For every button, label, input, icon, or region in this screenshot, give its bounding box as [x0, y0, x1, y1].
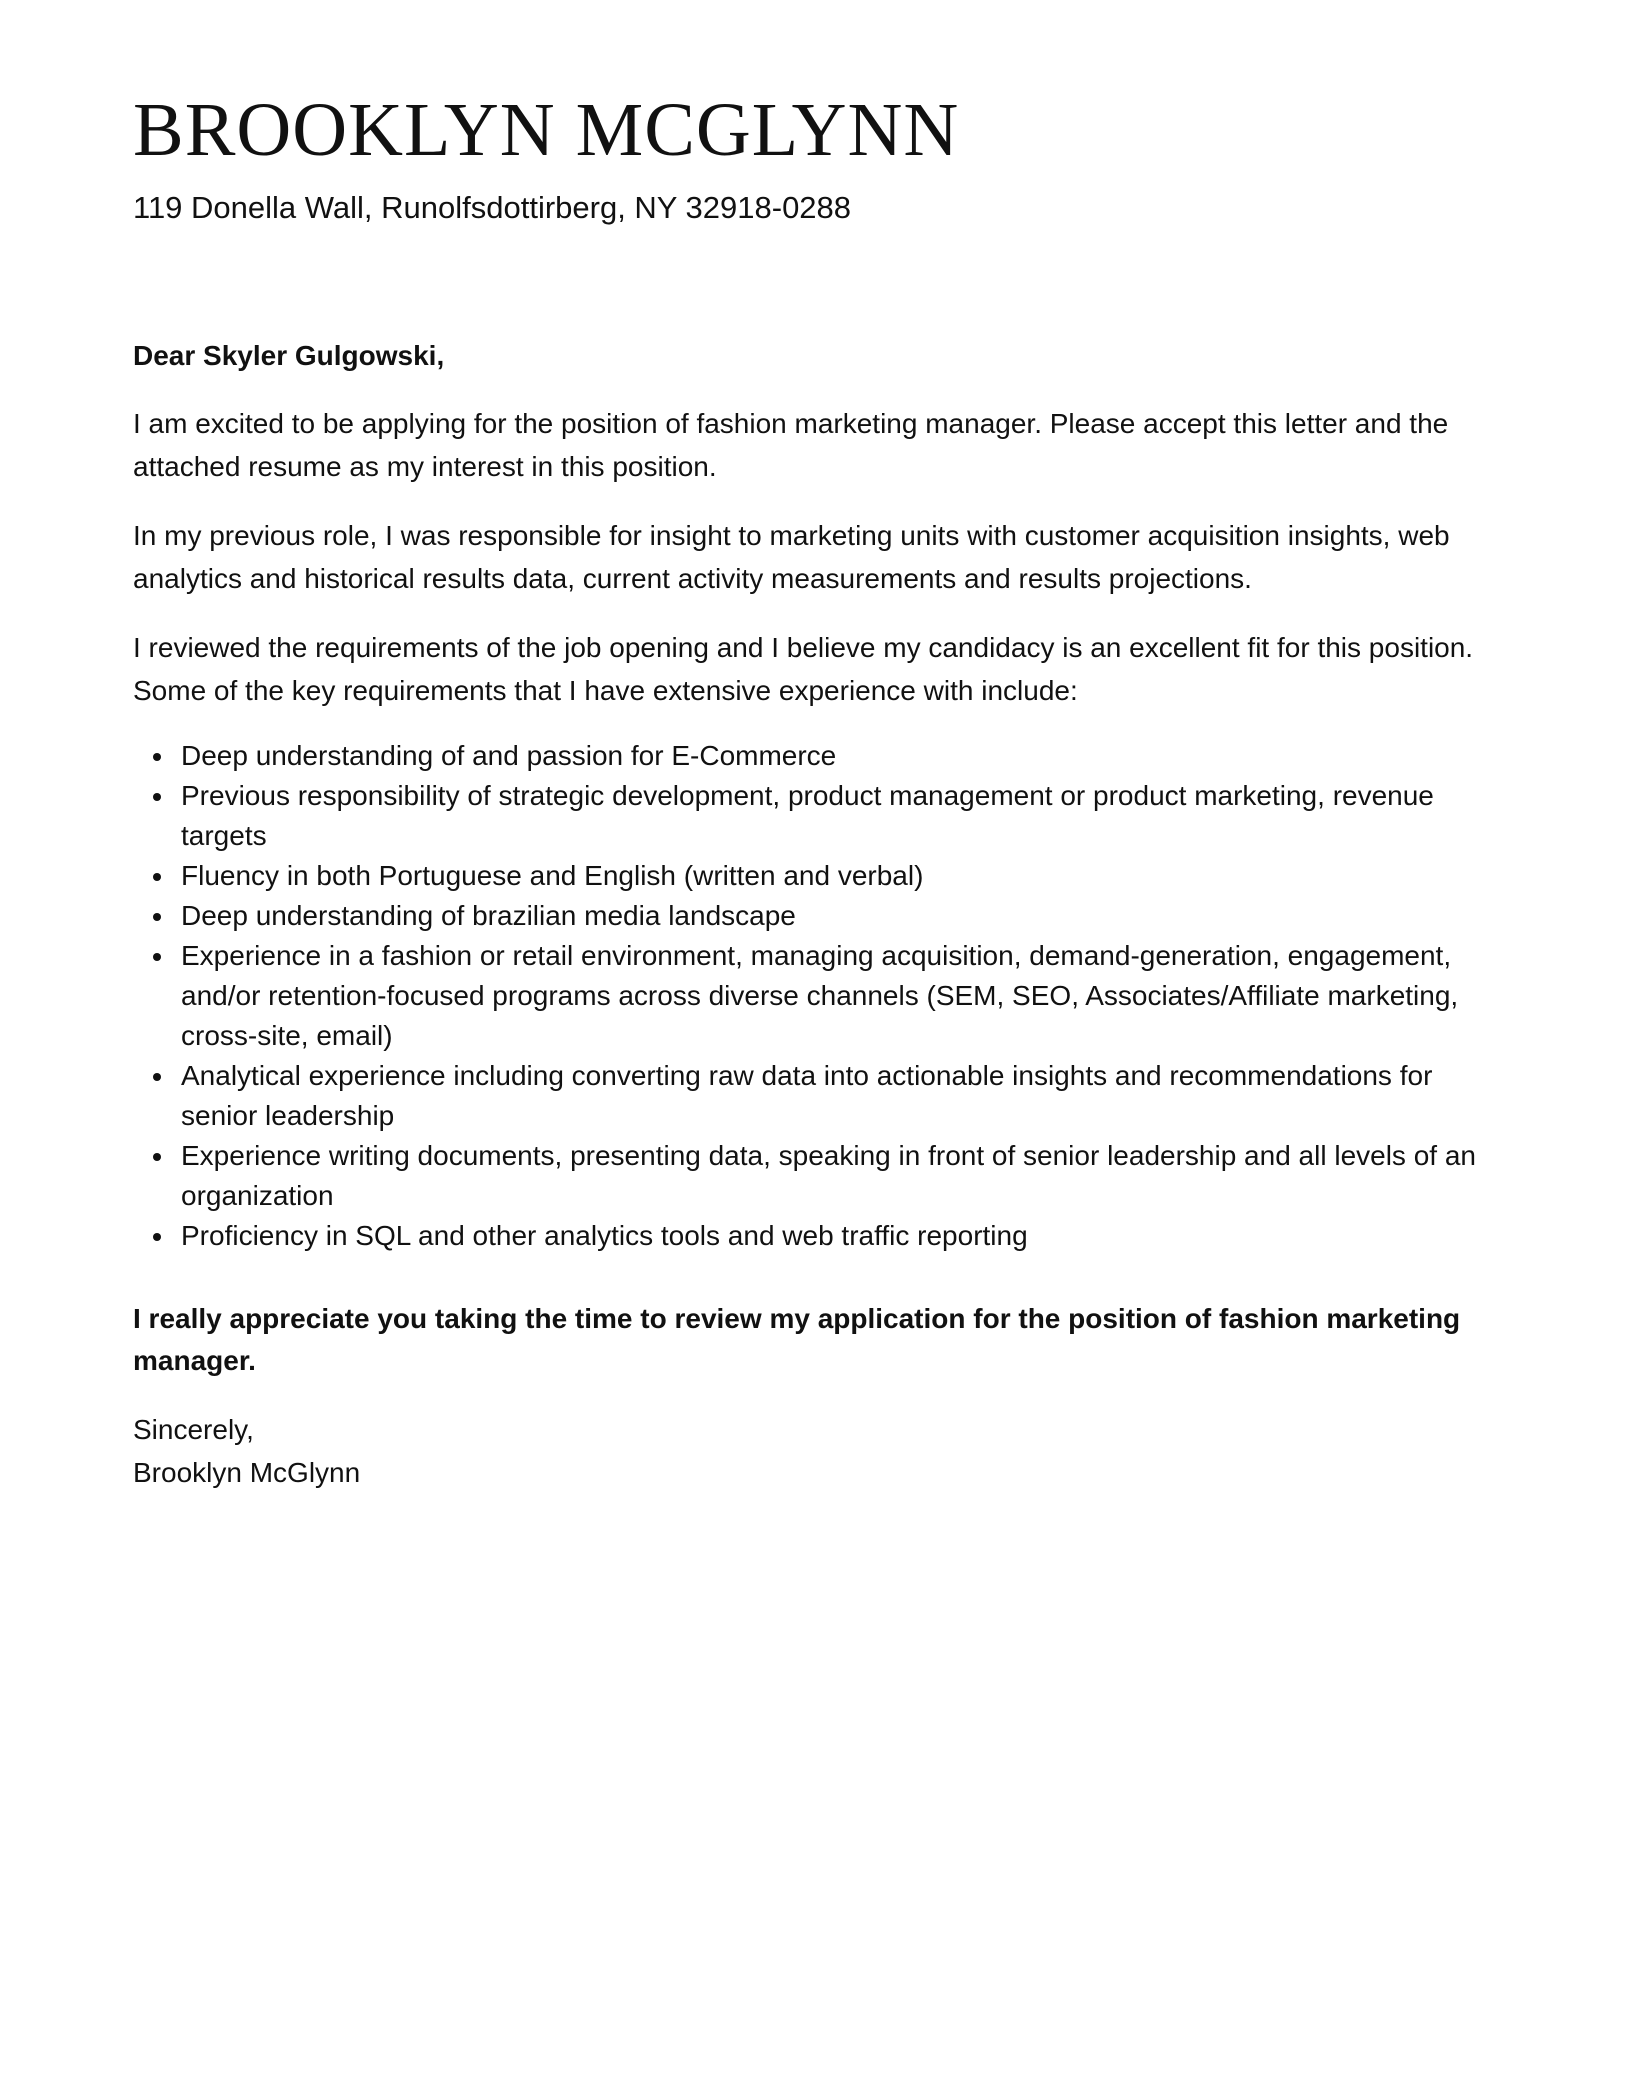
list-item	[133, 896, 1503, 936]
bullet-icon	[153, 753, 161, 761]
list-item	[133, 1056, 1503, 1136]
list-item-text: Previous responsibility of strategic development, product management or product marketing, revenue targets	[181, 780, 1434, 851]
list-item-text: Experience writing documents, presenting data, speaking in front of senior leadership and all levels of an organization	[181, 1140, 1476, 1211]
applicant-name: BROOKLYN MCGLYNN	[133, 88, 960, 172]
signature-name: Brooklyn McGlynn	[133, 1457, 361, 1488]
bullet-icon	[153, 793, 161, 801]
requirements-list	[133, 736, 1503, 1256]
bullet-icon	[153, 1233, 161, 1241]
experience-paragraph: In my previous role, I was responsible for insight to marketing units with customer acquisition insights, web analytics and historical results data, current activity measurements and results projections.	[133, 520, 1450, 594]
list-item-text: Deep understanding of and passion for E-Commerce	[181, 740, 837, 771]
list-item	[133, 936, 1503, 1056]
bullet-icon	[153, 1073, 161, 1081]
list-item	[133, 1216, 1503, 1256]
salutation: Dear Skyler Gulgowski,	[133, 340, 445, 371]
list-item-text: Analytical experience including converting raw data into actionable insights and recommendations for senior leadership	[181, 1060, 1433, 1131]
list-item	[133, 776, 1503, 856]
list-item-text: Deep understanding of brazilian media landscape	[181, 900, 796, 931]
signoff: Sincerely,	[133, 1414, 254, 1445]
applicant-address: 119 Donella Wall, Runolfsdottirberg, NY 32918-0288	[133, 190, 852, 225]
list-item-text: Fluency in both Portuguese and English (written and verbal)	[181, 860, 924, 891]
bullet-icon	[153, 953, 161, 961]
list-item	[133, 856, 1503, 896]
intro-paragraph: I am excited to be applying for the position of fashion marketing manager. Please accept this letter and the attached resume as my interest in this position.	[133, 408, 1449, 482]
closing-paragraph: I really appreciate you taking the time to review my application for the position of fashion marketing manager.	[133, 1303, 1461, 1376]
requirements-intro-paragraph: I reviewed the requirements of the job opening and I believe my candidacy is an excellent fit for this position. Some of the key requirements that I have extensive experience with include:	[133, 632, 1474, 706]
list-item-text: Experience in a fashion or retail environment, managing acquisition, demand-generation, engagement, and/or retention-focused programs across diverse channels (SEM, SEO, Associates/Affiliate marketing, cross-site, email)	[181, 940, 1459, 1051]
bullet-icon	[153, 1153, 161, 1161]
bullet-icon	[153, 913, 161, 921]
list-item	[133, 736, 1503, 776]
cover-letter-page	[133, 0, 1503, 1494]
bullet-icon	[153, 873, 161, 881]
list-item	[133, 1136, 1503, 1216]
signoff-block	[133, 1408, 1503, 1494]
list-item-text: Proficiency in SQL and other analytics tools and web traffic reporting	[181, 1220, 1028, 1251]
